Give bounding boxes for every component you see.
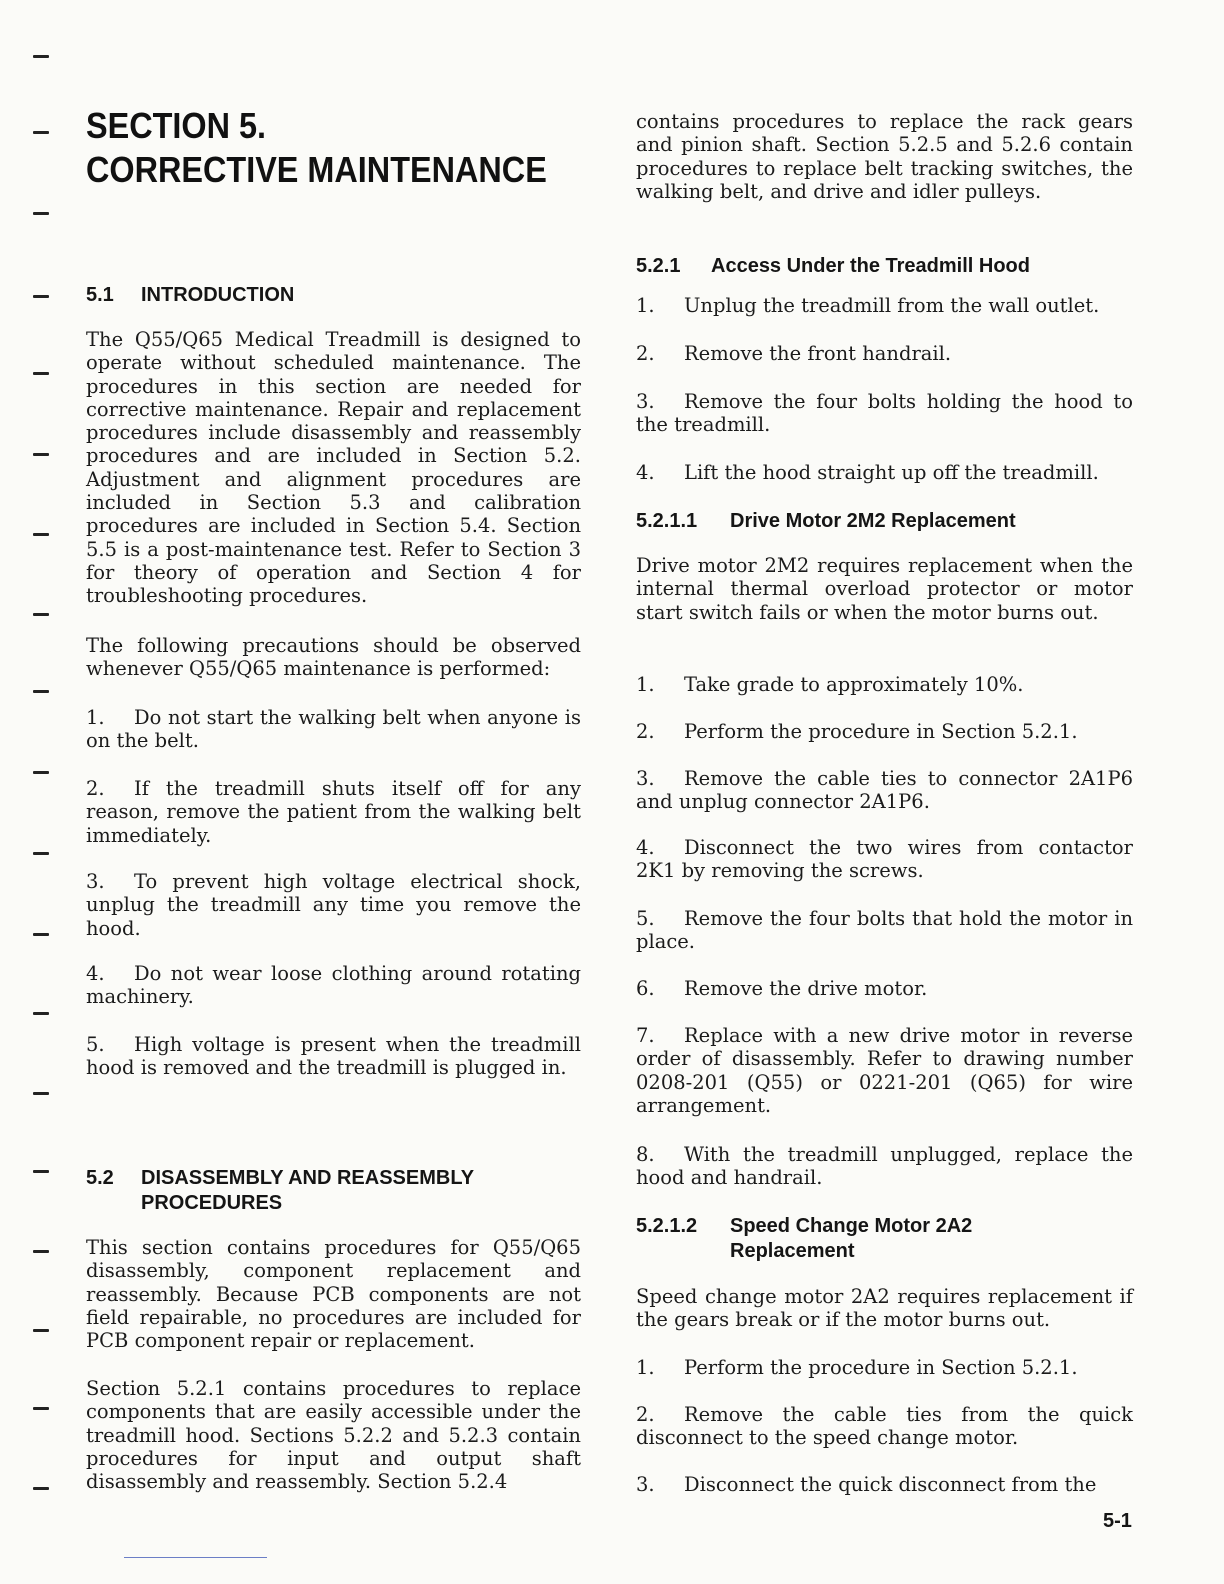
drive-motor-step: 2. Perform the procedure in Section 5.2.1. bbox=[636, 720, 1078, 743]
margin-mark bbox=[33, 212, 49, 215]
margin-mark bbox=[33, 1170, 49, 1173]
drive-motor-step: 6. Remove the drive motor. bbox=[636, 977, 928, 1000]
margin-mark bbox=[33, 55, 49, 58]
margin-mark bbox=[33, 852, 49, 855]
margin-mark bbox=[33, 771, 49, 774]
speed-motor-step: 2. Remove the cable ties from the quick disconnect to the speed change motor. bbox=[636, 1403, 1133, 1450]
speed-motor-intro: Speed change motor 2A2 requires replacement if the gears break or if the motor burns out. bbox=[636, 1285, 1133, 1332]
access-step: 1. Unplug the treadmill from the wall outlet. bbox=[636, 294, 1100, 317]
margin-mark bbox=[33, 1329, 49, 1332]
margin-mark bbox=[33, 372, 49, 375]
margin-mark bbox=[33, 1407, 49, 1410]
access-step: 3. Remove the four bolts holding the hood to the treadmill. bbox=[636, 390, 1133, 437]
margin-mark bbox=[33, 1012, 49, 1015]
margin-mark bbox=[33, 933, 49, 936]
access-step: 4. Lift the hood straight up off the treadmill. bbox=[636, 461, 1099, 484]
heading-access-hood: 5.2.1 Access Under the Treadmill Hood bbox=[636, 255, 1030, 277]
margin-mark bbox=[33, 1487, 49, 1490]
margin-mark bbox=[33, 533, 49, 536]
heading-disassembly: 5.2 DISASSEMBLY AND REASSEMBLY PROCEDURES bbox=[86, 1167, 475, 1214]
margin-mark bbox=[33, 453, 49, 456]
heading-speed-motor: 5.2.1.2 Speed Change Motor 2A2 Replacement bbox=[636, 1215, 973, 1262]
precaution-item: 2. If the treadmill shuts itself off for any reason, remove the patient from the walking belt immediately. bbox=[86, 777, 581, 847]
margin-mark bbox=[33, 613, 49, 616]
heading-introduction: 5.1 INTRODUCTION bbox=[86, 284, 295, 306]
speed-motor-step: 3. Disconnect the quick disconnect from the bbox=[636, 1473, 1097, 1496]
margin-mark bbox=[33, 295, 49, 298]
margin-mark bbox=[33, 1092, 49, 1095]
margin-mark bbox=[33, 131, 49, 134]
heading-drive-motor: 5.2.1.1 Drive Motor 2M2 Replacement bbox=[636, 510, 1016, 532]
page-number: 5-1 bbox=[1103, 1510, 1132, 1532]
disassembly-paragraph: This section contains procedures for Q55/Q65 disassembly, component replacement and reassembly. Because PCB components are not field repairable, no procedures are included for PCB component repair or replacement. bbox=[86, 1236, 581, 1353]
drive-motor-step: 7. Replace with a new drive motor in reverse order of disassembly. Refer to drawing number 0208-201 (Q55) or 0221-201 (Q65) for wire arrangement. bbox=[636, 1024, 1133, 1117]
precaution-item: 1. Do not start the walking belt when anyone is on the belt. bbox=[86, 706, 581, 753]
precaution-item: 3. To prevent high voltage electrical shock, unplug the treadmill any time you remove the hood. bbox=[86, 870, 581, 940]
precautions-intro: The following precautions should be observed whenever Q55/Q65 maintenance is performed: bbox=[86, 634, 581, 681]
drive-motor-step: 5. Remove the four bolts that hold the motor in place. bbox=[636, 907, 1133, 954]
drive-motor-step: 4. Disconnect the two wires from contactor 2K1 by removing the screws. bbox=[636, 836, 1133, 883]
precaution-item: 5. High voltage is present when the treadmill hood is removed and the treadmill is plugged in. bbox=[86, 1033, 581, 1080]
disassembly-sections-continued: contains procedures to replace the rack gears and pinion shaft. Section 5.2.5 and 5.2.6 contain procedures to replace belt tracking switches, the walking belt, and drive and idler pulleys. bbox=[636, 110, 1133, 203]
drive-motor-step: 1. Take grade to approximately 10%. bbox=[636, 673, 1024, 696]
section-title-line2: CORRECTIVE MAINTENANCE bbox=[86, 149, 547, 190]
section-title bbox=[86, 104, 547, 192]
margin-mark bbox=[33, 1250, 49, 1253]
drive-motor-intro: Drive motor 2M2 requires replacement when the internal thermal overload protector or motor start switch fails or when the motor burns out. bbox=[636, 554, 1133, 624]
footer-rule bbox=[124, 1557, 267, 1558]
disassembly-sections-paragraph: Section 5.2.1 contains procedures to replace components that are easily accessible under the treadmill hood. Sections 5.2.2 and 5.2.3 contain procedures for input and output shaft disassembly and reassembly. Section 5.2.4 bbox=[86, 1377, 581, 1494]
drive-motor-step: 3. Remove the cable ties to connector 2A1P6 and unplug connector 2A1P6. bbox=[636, 767, 1133, 814]
precaution-item: 4. Do not wear loose clothing around rotating machinery. bbox=[86, 962, 581, 1009]
section-title-line1: SECTION 5. bbox=[86, 105, 267, 146]
margin-mark bbox=[33, 690, 49, 693]
access-step: 2. Remove the front handrail. bbox=[636, 342, 952, 365]
drive-motor-step: 8. With the treadmill unplugged, replace the hood and handrail. bbox=[636, 1143, 1133, 1190]
intro-paragraph: The Q55/Q65 Medical Treadmill is designed to operate without scheduled maintenance. The procedures in this section are needed for corrective maintenance. Repair and replacement procedures include disassembly and reassembly procedures and are included in Section 5.2. Adjustment and alignment procedures are included in Section 5.3 and calibration procedures are included in Section 5.4. Section 5.5 is a post-maintenance test. Refer to Section 3 for theory of operation and Section 4 for troubleshooting procedures. bbox=[86, 328, 581, 608]
speed-motor-step: 1. Perform the procedure in Section 5.2.1. bbox=[636, 1356, 1078, 1379]
